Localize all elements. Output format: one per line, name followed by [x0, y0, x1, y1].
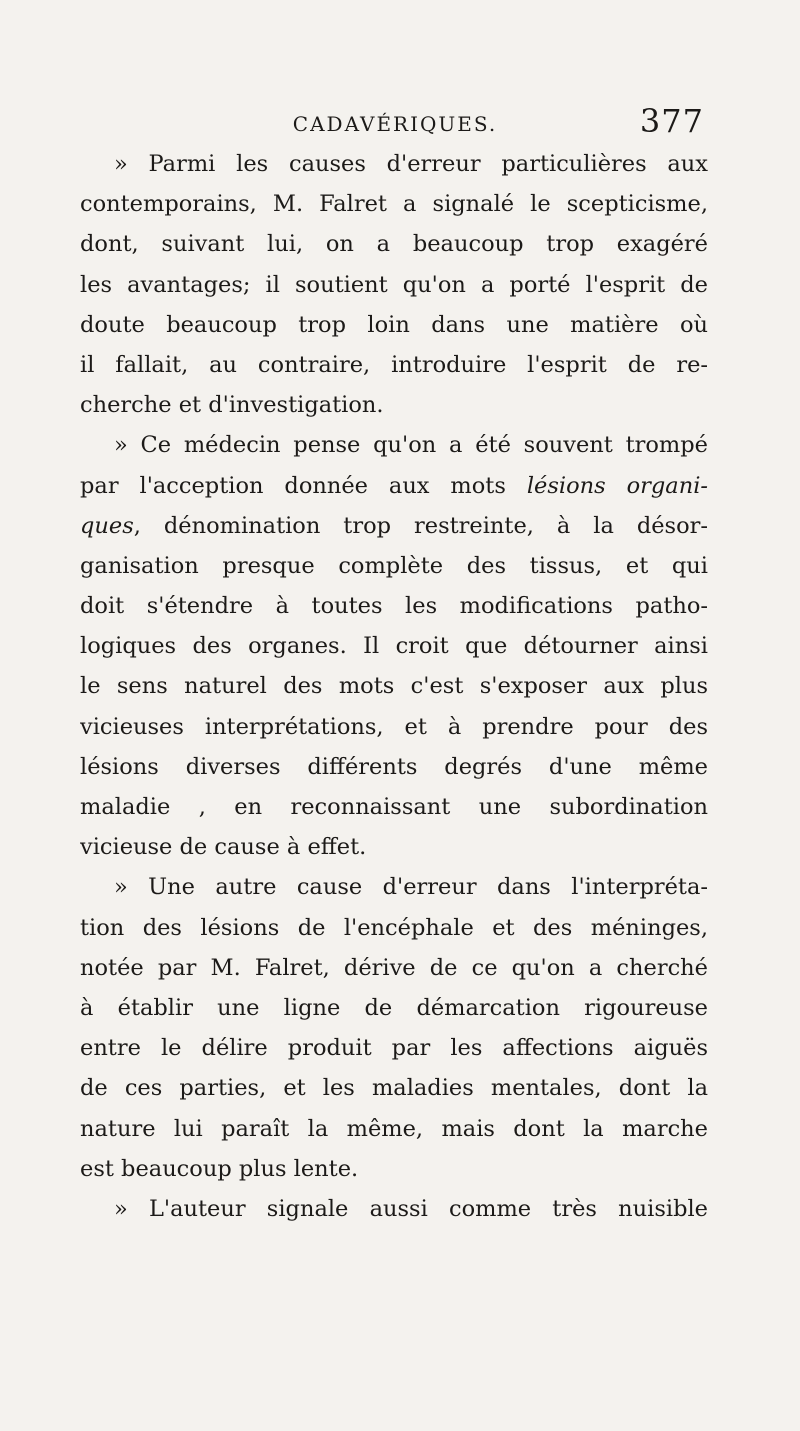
- text-line: entre le délire produit par les affections aiguës: [80, 1035, 708, 1062]
- text-line: vicieuses interprétations, et à prendre pour des: [80, 713, 708, 740]
- text-line: » Une autre cause d'erreur dans l'interpréta-: [114, 874, 708, 901]
- text-line: vicieuse de cause à effet.: [80, 834, 367, 861]
- text-line: il fallait, au contraire, introduire l'esprit de re-: [80, 351, 708, 378]
- text-line: contemporains, M. Falret a signalé le scepticisme,: [80, 191, 708, 218]
- italic-term: lésions organi-: [526, 472, 708, 499]
- page-number: 377: [639, 102, 704, 140]
- text-line: les avantages; il soutient qu'on a porté l'esprit de: [80, 271, 708, 298]
- text-line: à établir une ligne de démarcation rigoureuse: [80, 994, 708, 1021]
- running-title: CADAVÉRIQUES.: [292, 112, 498, 136]
- text-line: ganisation presque complète des tissus, et qui: [80, 552, 708, 579]
- text-line: lésions diverses différents degrés d'une même: [80, 753, 708, 780]
- body-text: [80, 144, 708, 1229]
- text-line: logiques des organes. Il croit que détourner ainsi: [80, 633, 708, 660]
- text-line: tion des lésions de l'encéphale et des méninges,: [80, 914, 708, 941]
- page-header: [80, 102, 710, 148]
- text-line: cherche et d'investigation.: [80, 392, 384, 419]
- text-line: nature lui paraît la même, mais dont la marche: [80, 1115, 708, 1142]
- text-line: notée par M. Falret, dérive de ce qu'on a cherché: [80, 954, 708, 981]
- text-line: de ces parties, et les maladies mentales, dont la: [80, 1075, 708, 1102]
- text-line: maladie , en reconnaissant une subordination: [80, 794, 708, 820]
- italic-term: ques: [80, 512, 134, 539]
- text-line: ques, dénomination trop restreinte, à la désor-: [80, 512, 708, 539]
- text-line: » Ce médecin pense qu'on a été souvent trompé: [114, 432, 708, 459]
- text-line: doit s'étendre à toutes les modifications patho-: [80, 593, 708, 620]
- text-line: » Parmi les causes d'erreur particulières aux: [114, 151, 708, 177]
- text-line: doute beaucoup trop loin dans une matière où: [80, 311, 708, 338]
- text-line: par l'acception donnée aux mots lésions organi-: [80, 472, 708, 499]
- text-line: » L'auteur signale aussi comme très nuisible: [114, 1195, 708, 1222]
- text-line: dont, suivant lui, on a beaucoup trop exagéré: [80, 231, 708, 258]
- text-line: est beaucoup plus lente.: [80, 1155, 359, 1182]
- text-line: le sens naturel des mots c'est s'exposer aux plus: [80, 673, 708, 700]
